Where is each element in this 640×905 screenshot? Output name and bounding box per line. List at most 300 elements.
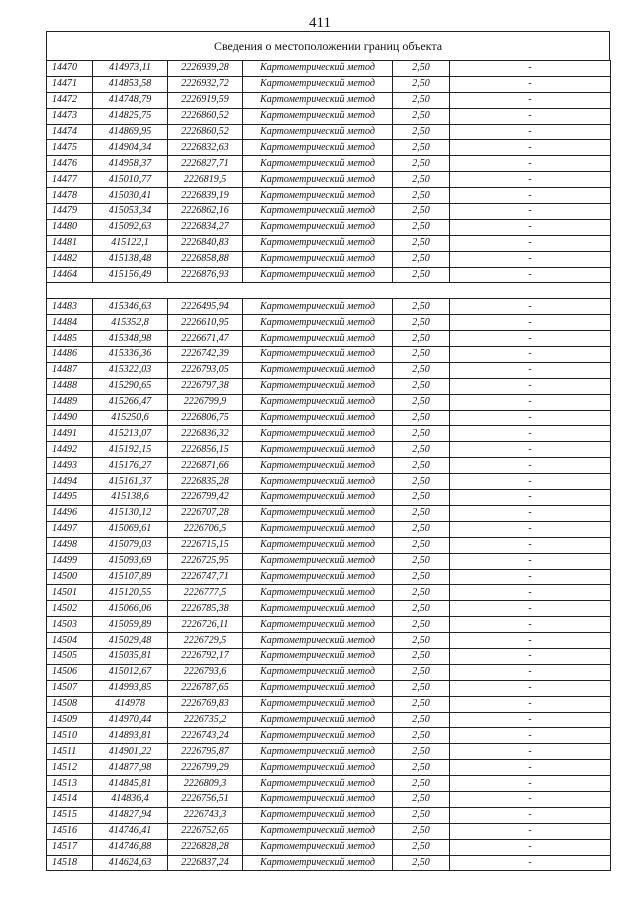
table-row (47, 251, 611, 267)
method-cell: Картометрический метод (243, 219, 393, 235)
point-number-cell: 14515 (47, 807, 93, 823)
accuracy-cell: 2,50 (393, 188, 450, 204)
accuracy-cell: 2,50 (393, 648, 450, 664)
point-number-cell: 14475 (47, 140, 93, 156)
method-cell: Картометрический метод (243, 490, 393, 506)
accuracy-cell: 2,50 (393, 633, 450, 649)
method-cell: Картометрический метод (243, 61, 393, 77)
x-coordinate-cell: 414993,85 (93, 680, 168, 696)
x-coordinate-cell: 415192,15 (93, 442, 168, 458)
accuracy-cell: 2,50 (393, 776, 450, 792)
accuracy-cell: 2,50 (393, 458, 450, 474)
accuracy-cell: 2,50 (393, 760, 450, 776)
description-cell: - (450, 776, 611, 792)
point-number-cell: 14482 (47, 251, 93, 267)
x-coordinate-cell: 415156,49 (93, 267, 168, 283)
description-cell: - (450, 442, 611, 458)
description-cell: - (450, 553, 611, 569)
y-coordinate-cell: 2226752,65 (168, 823, 243, 839)
y-coordinate-cell: 2226837,24 (168, 855, 243, 871)
accuracy-cell: 2,50 (393, 124, 450, 140)
y-coordinate-cell: 2226939,28 (168, 61, 243, 77)
x-coordinate-cell: 415053,34 (93, 204, 168, 220)
table-row (47, 235, 611, 251)
description-cell: - (450, 108, 611, 124)
method-cell: Картометрический метод (243, 156, 393, 172)
description-cell: - (450, 204, 611, 220)
description-cell: - (450, 188, 611, 204)
table-row (47, 156, 611, 172)
point-number-cell: 14498 (47, 537, 93, 553)
description-cell: - (450, 172, 611, 188)
table-row (47, 712, 611, 728)
point-number-cell: 14502 (47, 601, 93, 617)
point-number-cell: 14493 (47, 458, 93, 474)
description-cell: - (450, 331, 611, 347)
point-number-cell: 14484 (47, 315, 93, 331)
y-coordinate-cell: 2226756,51 (168, 791, 243, 807)
y-coordinate-cell: 2226735,2 (168, 712, 243, 728)
table-row (47, 362, 611, 378)
accuracy-cell: 2,50 (393, 712, 450, 728)
description-cell: - (450, 601, 611, 617)
point-number-cell: 14483 (47, 299, 93, 315)
table-row (47, 648, 611, 664)
table-row (47, 204, 611, 220)
accuracy-cell: 2,50 (393, 791, 450, 807)
x-coordinate-cell: 415352,8 (93, 315, 168, 331)
description-cell: - (450, 92, 611, 108)
y-coordinate-cell: 2226835,28 (168, 474, 243, 490)
x-coordinate-cell: 415069,61 (93, 521, 168, 537)
point-number-cell: 14471 (47, 76, 93, 92)
description-cell: - (450, 760, 611, 776)
table-row (47, 553, 611, 569)
x-coordinate-cell: 414746,88 (93, 839, 168, 855)
method-cell: Картометрический метод (243, 172, 393, 188)
x-coordinate-cell: 415010,77 (93, 172, 168, 188)
boundary-table-sheet (46, 31, 610, 871)
method-cell: Картометрический метод (243, 823, 393, 839)
table-row (47, 823, 611, 839)
description-cell: - (450, 362, 611, 378)
y-coordinate-cell: 2226793,6 (168, 664, 243, 680)
accuracy-cell: 2,50 (393, 394, 450, 410)
y-coordinate-cell: 2226797,38 (168, 378, 243, 394)
x-coordinate-cell: 415346,63 (93, 299, 168, 315)
x-coordinate-cell: 415107,89 (93, 569, 168, 585)
description-cell: - (450, 76, 611, 92)
description-cell: - (450, 744, 611, 760)
x-coordinate-cell: 415035,81 (93, 648, 168, 664)
method-cell: Картометрический метод (243, 601, 393, 617)
table-row (47, 744, 611, 760)
point-number-cell: 14518 (47, 855, 93, 871)
method-cell: Картометрический метод (243, 728, 393, 744)
x-coordinate-cell: 414853,58 (93, 76, 168, 92)
accuracy-cell: 2,50 (393, 505, 450, 521)
y-coordinate-cell: 2226785,38 (168, 601, 243, 617)
table-row (47, 791, 611, 807)
accuracy-cell: 2,50 (393, 267, 450, 283)
accuracy-cell: 2,50 (393, 331, 450, 347)
accuracy-cell: 2,50 (393, 601, 450, 617)
accuracy-cell: 2,50 (393, 315, 450, 331)
method-cell: Картометрический метод (243, 140, 393, 156)
x-coordinate-cell: 415092,63 (93, 219, 168, 235)
accuracy-cell: 2,50 (393, 219, 450, 235)
description-cell: - (450, 251, 611, 267)
point-number-cell: 14512 (47, 760, 93, 776)
y-coordinate-cell: 2226777,5 (168, 585, 243, 601)
y-coordinate-cell: 2226827,71 (168, 156, 243, 172)
y-coordinate-cell: 2226932,72 (168, 76, 243, 92)
description-cell: - (450, 537, 611, 553)
table-row (47, 474, 611, 490)
method-cell: Картометрический метод (243, 267, 393, 283)
accuracy-cell: 2,50 (393, 585, 450, 601)
point-number-cell: 14473 (47, 108, 93, 124)
accuracy-cell: 2,50 (393, 108, 450, 124)
table-row (47, 537, 611, 553)
method-cell: Картометрический метод (243, 807, 393, 823)
description-cell: - (450, 521, 611, 537)
x-coordinate-cell: 414978 (93, 696, 168, 712)
accuracy-cell: 2,50 (393, 156, 450, 172)
description-cell: - (450, 839, 611, 855)
y-coordinate-cell: 2226799,9 (168, 394, 243, 410)
accuracy-cell: 2,50 (393, 537, 450, 553)
description-cell: - (450, 140, 611, 156)
method-cell: Картометрический метод (243, 648, 393, 664)
point-number-cell: 14481 (47, 235, 93, 251)
method-cell: Картометрический метод (243, 251, 393, 267)
accuracy-cell: 2,50 (393, 521, 450, 537)
accuracy-cell: 2,50 (393, 251, 450, 267)
table-row (47, 92, 611, 108)
x-coordinate-cell: 415029,48 (93, 633, 168, 649)
x-coordinate-cell: 414904,34 (93, 140, 168, 156)
y-coordinate-cell: 2226806,75 (168, 410, 243, 426)
table-row (47, 331, 611, 347)
accuracy-cell: 2,50 (393, 553, 450, 569)
x-coordinate-cell: 415266,47 (93, 394, 168, 410)
method-cell: Картометрический метод (243, 204, 393, 220)
table-row (47, 664, 611, 680)
y-coordinate-cell: 2226856,15 (168, 442, 243, 458)
page-number: 411 (309, 15, 331, 31)
method-cell: Картометрический метод (243, 124, 393, 140)
accuracy-cell: 2,50 (393, 92, 450, 108)
method-cell: Картометрический метод (243, 521, 393, 537)
y-coordinate-cell: 2226769,83 (168, 696, 243, 712)
y-coordinate-cell: 2226836,32 (168, 426, 243, 442)
x-coordinate-cell: 415030,41 (93, 188, 168, 204)
method-cell: Картометрический метод (243, 633, 393, 649)
description-cell: - (450, 458, 611, 474)
description-cell: - (450, 505, 611, 521)
method-cell: Картометрический метод (243, 188, 393, 204)
description-cell: - (450, 378, 611, 394)
method-cell: Картометрический метод (243, 696, 393, 712)
table-row (47, 490, 611, 506)
description-cell: - (450, 235, 611, 251)
y-coordinate-cell: 2226799,42 (168, 490, 243, 506)
x-coordinate-cell: 415066,06 (93, 601, 168, 617)
accuracy-cell: 2,50 (393, 362, 450, 378)
accuracy-cell: 2,50 (393, 235, 450, 251)
x-coordinate-cell: 415176,27 (93, 458, 168, 474)
description-cell: - (450, 315, 611, 331)
y-coordinate-cell: 2226743,24 (168, 728, 243, 744)
table-row (47, 299, 611, 315)
separator-cell (47, 283, 611, 299)
accuracy-cell: 2,50 (393, 204, 450, 220)
description-cell: - (450, 633, 611, 649)
table-row (47, 124, 611, 140)
y-coordinate-cell: 2226795,87 (168, 744, 243, 760)
point-number-cell: 14503 (47, 617, 93, 633)
y-coordinate-cell: 2226819,5 (168, 172, 243, 188)
method-cell: Картометрический метод (243, 744, 393, 760)
description-cell: - (450, 156, 611, 172)
point-number-cell: 14507 (47, 680, 93, 696)
y-coordinate-cell: 2226610,95 (168, 315, 243, 331)
y-coordinate-cell: 2226787,65 (168, 680, 243, 696)
table-row (47, 140, 611, 156)
method-cell: Картометрический метод (243, 776, 393, 792)
y-coordinate-cell: 2226742,39 (168, 347, 243, 363)
table-row (47, 617, 611, 633)
x-coordinate-cell: 415093,69 (93, 553, 168, 569)
table-row (47, 696, 611, 712)
accuracy-cell: 2,50 (393, 569, 450, 585)
x-coordinate-cell: 414746,41 (93, 823, 168, 839)
method-cell: Картометрический метод (243, 108, 393, 124)
method-cell: Картометрический метод (243, 680, 393, 696)
x-coordinate-cell: 415322,03 (93, 362, 168, 378)
table-body (47, 61, 611, 871)
description-cell: - (450, 696, 611, 712)
y-coordinate-cell: 2226834,27 (168, 219, 243, 235)
y-coordinate-cell: 2226792,17 (168, 648, 243, 664)
method-cell: Картометрический метод (243, 855, 393, 871)
x-coordinate-cell: 414901,22 (93, 744, 168, 760)
x-coordinate-cell: 415079,03 (93, 537, 168, 553)
accuracy-cell: 2,50 (393, 410, 450, 426)
table-row (47, 267, 611, 283)
point-number-cell: 14517 (47, 839, 93, 855)
point-number-cell: 14477 (47, 172, 93, 188)
accuracy-cell: 2,50 (393, 823, 450, 839)
method-cell: Картометрический метод (243, 410, 393, 426)
method-cell: Картометрический метод (243, 458, 393, 474)
table-row (47, 442, 611, 458)
y-coordinate-cell: 2226743,3 (168, 807, 243, 823)
x-coordinate-cell: 414973,11 (93, 61, 168, 77)
method-cell: Картометрический метод (243, 664, 393, 680)
method-cell: Картометрический метод (243, 235, 393, 251)
description-cell: - (450, 61, 611, 77)
accuracy-cell: 2,50 (393, 855, 450, 871)
description-cell: - (450, 585, 611, 601)
y-coordinate-cell: 2226793,05 (168, 362, 243, 378)
point-number-cell: 14501 (47, 585, 93, 601)
point-number-cell: 14499 (47, 553, 93, 569)
x-coordinate-cell: 415059,89 (93, 617, 168, 633)
point-number-cell: 14472 (47, 92, 93, 108)
y-coordinate-cell: 2226715,15 (168, 537, 243, 553)
accuracy-cell: 2,50 (393, 378, 450, 394)
method-cell: Картометрический метод (243, 394, 393, 410)
method-cell: Картометрический метод (243, 585, 393, 601)
y-coordinate-cell: 2226671,47 (168, 331, 243, 347)
table-row (47, 601, 611, 617)
x-coordinate-cell: 415012,67 (93, 664, 168, 680)
description-cell: - (450, 791, 611, 807)
method-cell: Картометрический метод (243, 92, 393, 108)
method-cell: Картометрический метод (243, 553, 393, 569)
x-coordinate-cell: 415250,6 (93, 410, 168, 426)
accuracy-cell: 2,50 (393, 299, 450, 315)
description-cell: - (450, 664, 611, 680)
table-row (47, 458, 611, 474)
accuracy-cell: 2,50 (393, 696, 450, 712)
description-cell: - (450, 855, 611, 871)
y-coordinate-cell: 2226706,5 (168, 521, 243, 537)
accuracy-cell: 2,50 (393, 680, 450, 696)
y-coordinate-cell: 2226840,83 (168, 235, 243, 251)
method-cell: Картометрический метод (243, 331, 393, 347)
description-cell: - (450, 807, 611, 823)
method-cell: Картометрический метод (243, 426, 393, 442)
x-coordinate-cell: 414827,94 (93, 807, 168, 823)
table-row (47, 347, 611, 363)
accuracy-cell: 2,50 (393, 140, 450, 156)
table-row (47, 426, 611, 442)
point-number-cell: 14489 (47, 394, 93, 410)
y-coordinate-cell: 2226839,19 (168, 188, 243, 204)
y-coordinate-cell: 2226860,52 (168, 108, 243, 124)
x-coordinate-cell: 415120,55 (93, 585, 168, 601)
point-number-cell: 14500 (47, 569, 93, 585)
x-coordinate-cell: 414877,98 (93, 760, 168, 776)
y-coordinate-cell: 2226832,63 (168, 140, 243, 156)
y-coordinate-cell: 2226729,5 (168, 633, 243, 649)
point-number-cell: 14474 (47, 124, 93, 140)
table-row (47, 521, 611, 537)
table-row (47, 108, 611, 124)
x-coordinate-cell: 415290,65 (93, 378, 168, 394)
x-coordinate-cell: 414869,95 (93, 124, 168, 140)
table-row (47, 315, 611, 331)
point-number-cell: 14478 (47, 188, 93, 204)
point-number-cell: 14496 (47, 505, 93, 521)
point-number-cell: 14505 (47, 648, 93, 664)
x-coordinate-cell: 414845,81 (93, 776, 168, 792)
x-coordinate-cell: 414958,37 (93, 156, 168, 172)
group-separator-row (47, 283, 611, 299)
point-number-cell: 14480 (47, 219, 93, 235)
description-cell: - (450, 617, 611, 633)
table-row (47, 76, 611, 92)
point-number-cell: 14491 (47, 426, 93, 442)
y-coordinate-cell: 2226799,29 (168, 760, 243, 776)
accuracy-cell: 2,50 (393, 617, 450, 633)
table-row (47, 728, 611, 744)
table-row (47, 172, 611, 188)
description-cell: - (450, 124, 611, 140)
accuracy-cell: 2,50 (393, 172, 450, 188)
table-row (47, 569, 611, 585)
table-row (47, 807, 611, 823)
x-coordinate-cell: 414825,75 (93, 108, 168, 124)
accuracy-cell: 2,50 (393, 442, 450, 458)
description-cell: - (450, 219, 611, 235)
y-coordinate-cell: 2226726,11 (168, 617, 243, 633)
accuracy-cell: 2,50 (393, 426, 450, 442)
point-number-cell: 14476 (47, 156, 93, 172)
point-number-cell: 14494 (47, 474, 93, 490)
boundary-points-table (46, 60, 611, 871)
description-cell: - (450, 648, 611, 664)
x-coordinate-cell: 415336,36 (93, 347, 168, 363)
point-number-cell: 14495 (47, 490, 93, 506)
point-number-cell: 14464 (47, 267, 93, 283)
x-coordinate-cell: 414836,4 (93, 791, 168, 807)
point-number-cell: 14485 (47, 331, 93, 347)
method-cell: Картометрический метод (243, 347, 393, 363)
table-row (47, 410, 611, 426)
table-row (47, 394, 611, 410)
point-number-cell: 14511 (47, 744, 93, 760)
accuracy-cell: 2,50 (393, 664, 450, 680)
description-cell: - (450, 410, 611, 426)
accuracy-cell: 2,50 (393, 76, 450, 92)
x-coordinate-cell: 415213,07 (93, 426, 168, 442)
method-cell: Картометрический метод (243, 378, 393, 394)
point-number-cell: 14486 (47, 347, 93, 363)
method-cell: Картометрический метод (243, 569, 393, 585)
accuracy-cell: 2,50 (393, 347, 450, 363)
table-row (47, 760, 611, 776)
table-row (47, 188, 611, 204)
description-cell: - (450, 490, 611, 506)
accuracy-cell: 2,50 (393, 474, 450, 490)
method-cell: Картометрический метод (243, 791, 393, 807)
point-number-cell: 14508 (47, 696, 93, 712)
method-cell: Картометрический метод (243, 537, 393, 553)
y-coordinate-cell: 2226876,93 (168, 267, 243, 283)
method-cell: Картометрический метод (243, 474, 393, 490)
point-number-cell: 14479 (47, 204, 93, 220)
y-coordinate-cell: 2226707,28 (168, 505, 243, 521)
table-row (47, 378, 611, 394)
point-number-cell: 14504 (47, 633, 93, 649)
method-cell: Картометрический метод (243, 839, 393, 855)
y-coordinate-cell: 2226725,95 (168, 553, 243, 569)
y-coordinate-cell: 2226860,52 (168, 124, 243, 140)
y-coordinate-cell: 2226828,28 (168, 839, 243, 855)
x-coordinate-cell: 415122,1 (93, 235, 168, 251)
x-coordinate-cell: 415138,6 (93, 490, 168, 506)
accuracy-cell: 2,50 (393, 744, 450, 760)
table-row (47, 61, 611, 77)
point-number-cell: 14510 (47, 728, 93, 744)
method-cell: Картометрический метод (243, 315, 393, 331)
method-cell: Картометрический метод (243, 712, 393, 728)
point-number-cell: 14487 (47, 362, 93, 378)
